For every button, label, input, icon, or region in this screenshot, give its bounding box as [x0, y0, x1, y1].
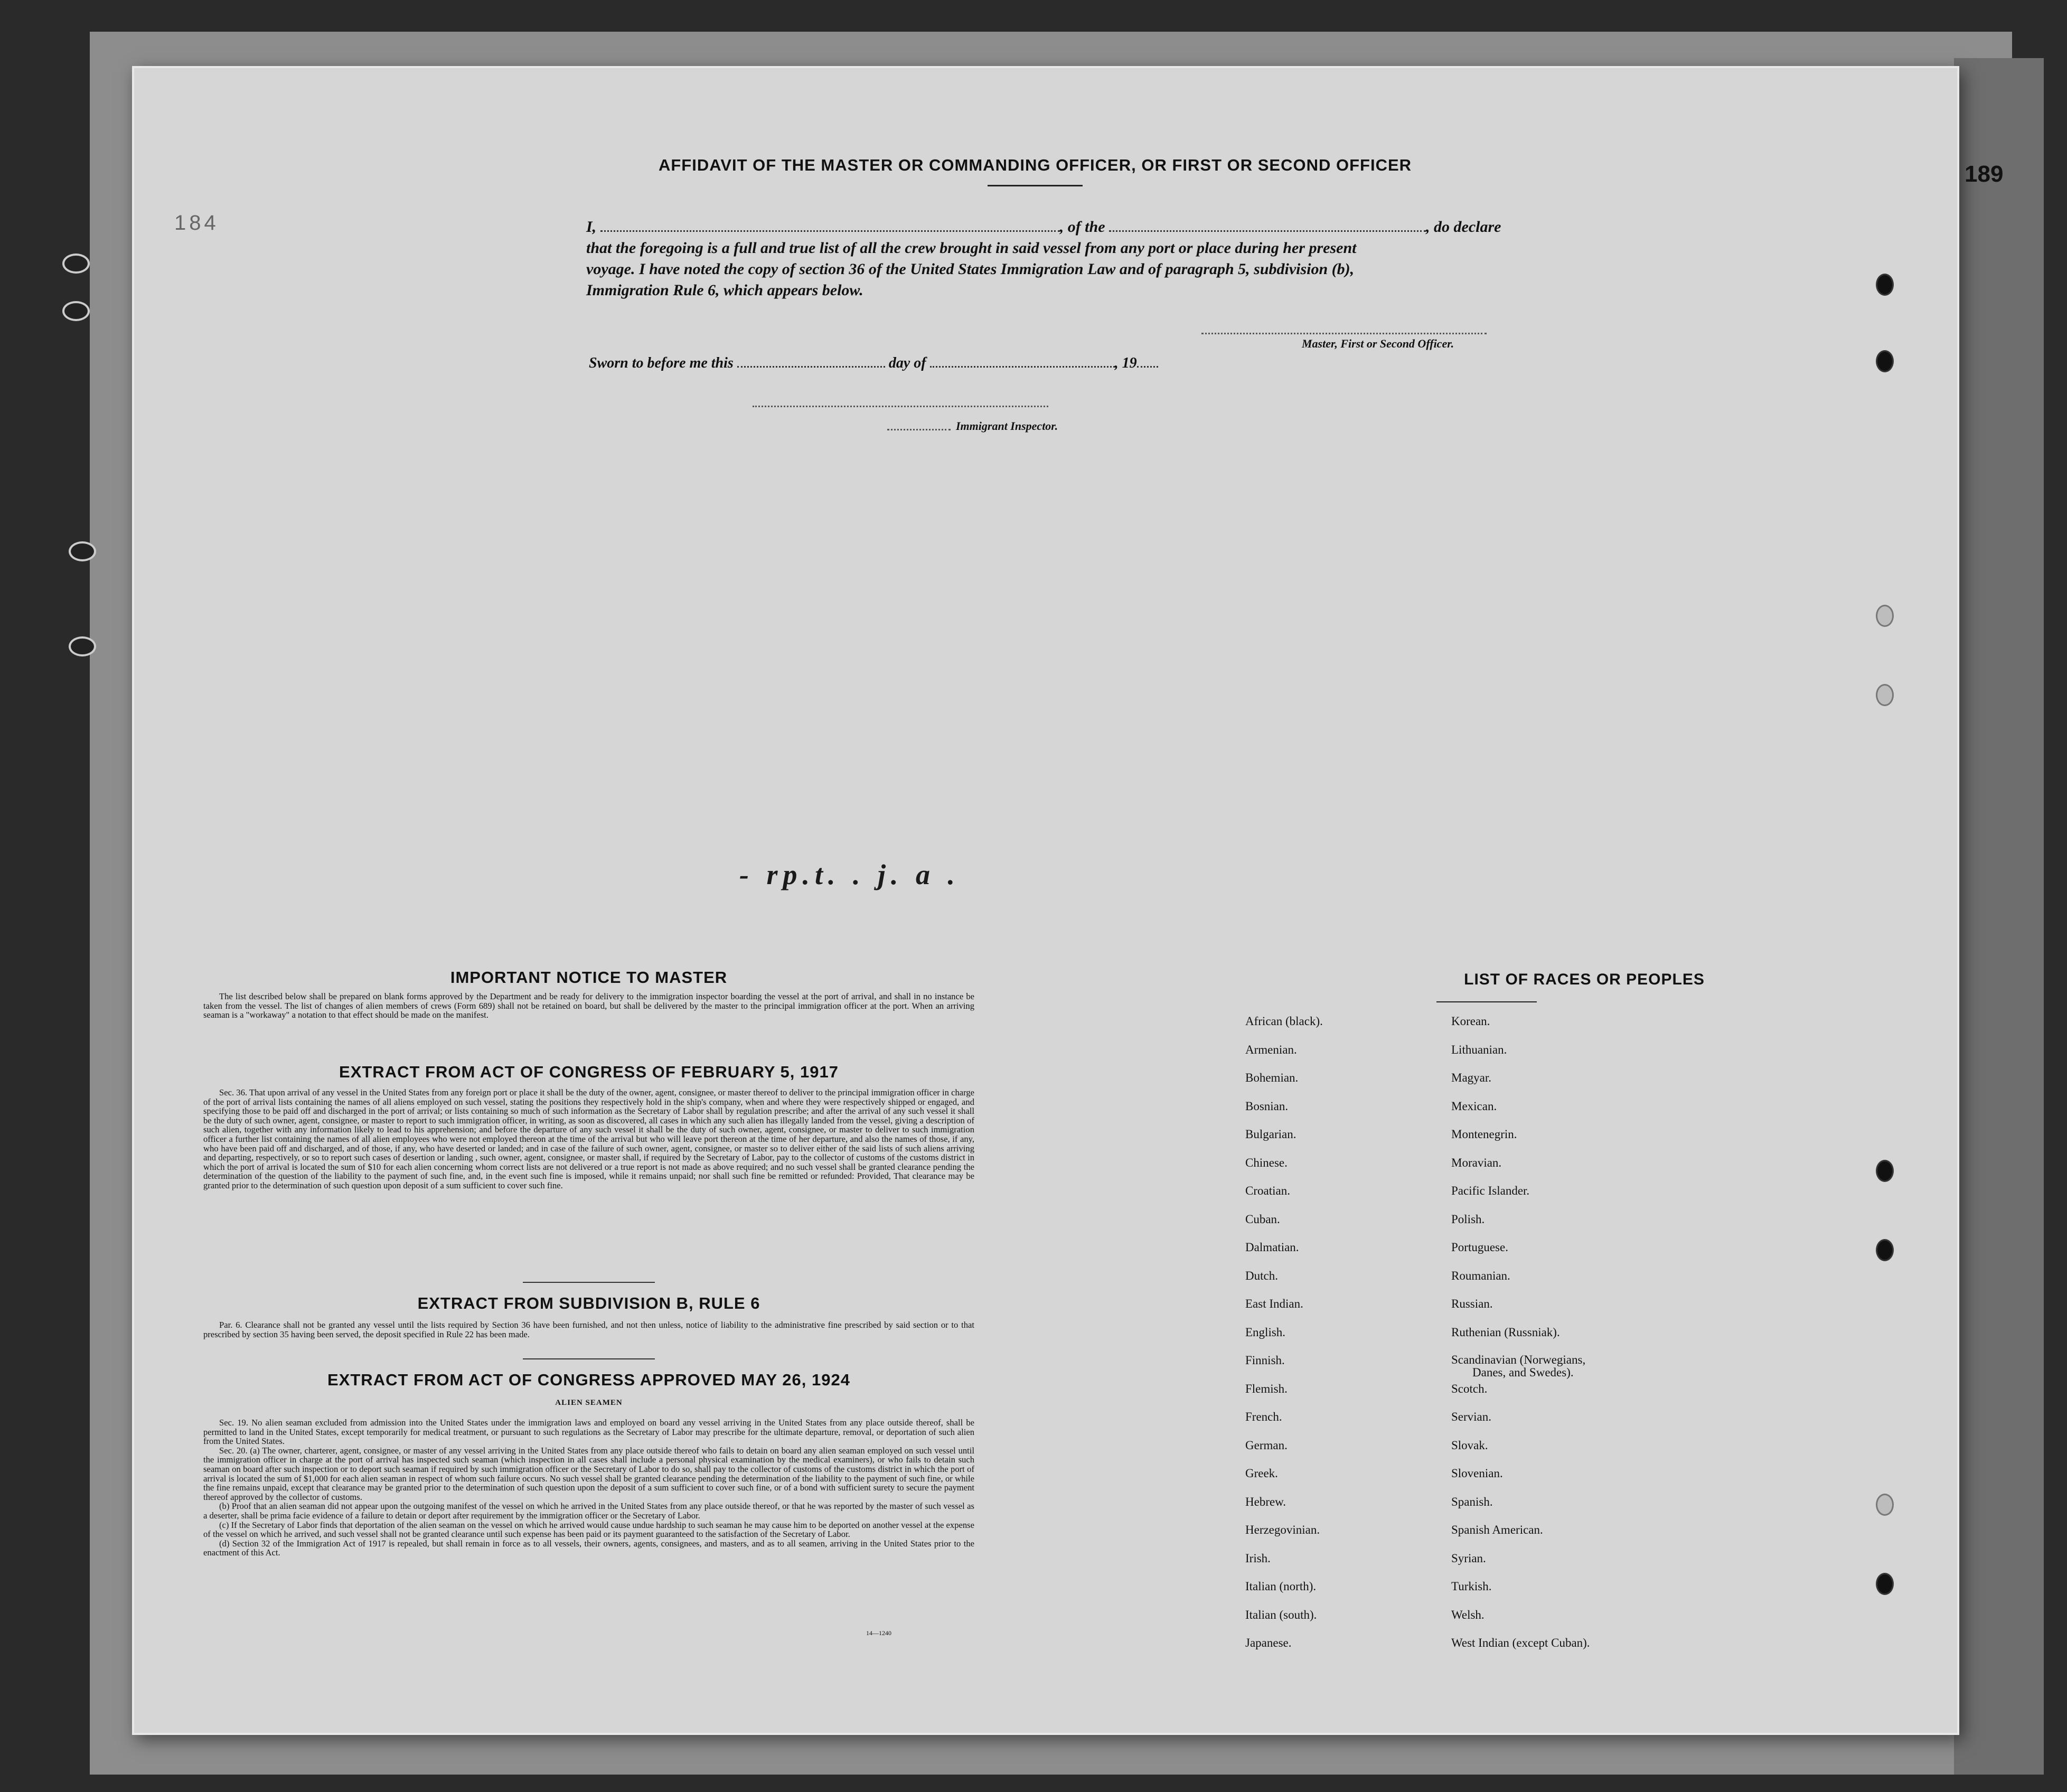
race-item: Portuguese. — [1451, 1241, 1508, 1254]
inspector-signature-line[interactable] — [753, 406, 1048, 407]
race-item: East Indian. — [1245, 1297, 1303, 1310]
race-item: Bulgarian. — [1245, 1128, 1296, 1141]
declarant-name-field[interactable] — [600, 218, 1060, 232]
declarant-prefix: I, — [586, 218, 597, 236]
sworn-year-label: , 19 — [1114, 355, 1137, 371]
vessel-name-field[interactable] — [1109, 218, 1426, 232]
races-right-column — [1451, 1015, 1694, 1665]
punch-hole — [1876, 350, 1894, 372]
act1924-text — [203, 1418, 974, 1558]
races-title: LIST OF RACES OR PEOPLES — [1464, 971, 1705, 988]
page-number: 189 — [1965, 161, 2004, 187]
sec19-paragraph: Sec. 19. No alien seaman excluded from admission into the United States under the immigration laws and employed on board any vessel arriving in the United States from any place outside thereof, shall be permitted to land in the United States, except temporarily for medical treatment, or pursuant to such regulations as the Secretary of Labor may prescribe for the ultimate departure, removal, or deportation of such alien from the United States. — [203, 1418, 974, 1447]
back-page-edge — [1954, 58, 2044, 1775]
binder-ring — [69, 636, 96, 656]
race-item: Magyar. — [1451, 1071, 1492, 1084]
act1917-paragraph: Sec. 36. That upon arrival of any vessel in the United States from any foreign port or place it shall be the duty of the owner, agent, consignee, or master thereof to deliver to the principal immigration officer in charge of the port of arrival lists containing the names of all aliens employed on such vessel, stating the positions they respectively hold in the ship's company, when and where they were respectively shipped or engaged, and specifying those to be paid off and discharged in the port of arrival; or lists containing so much of such information as the Secretary of Labor shall by regulation prescribe; and after the arrival of any such vessel it shall be the duty of such owner, agent, consignee, or master to report to such immigration officer, in writing, as soon as discovered, all cases in which any such alien has illegally landed from the vessel, giving a description of such alien, together with any information likely to lead to his apprehension; and before the departure of any such vessel it shall be the duty of such owner, agent, consignee, or master to deliver to such immigration officer a further list containing the names of all alien employees who were not employed thereon at the time of the arrival but who will leave port thereon at the time of her departure, and also the names of those, if any, who have been paid off and discharged, and of those, if any, who have deserted or landed; and in case of the failure of such owner, agent, consignee, or master so to deliver either of the said lists of such aliens arriving and departing, respectively, or so to report such cases of desertion or landing , such owner, agent, consignee, or master shall, if required by the Secretary of Labor, pay to the collector of customs of the customs district in which the port of arrival is located the sum of $10 for each alien concerning whom correct lists are not delivered or a true report is not made as above required; and no such vessel shall be granted clearance pending the determination of the question of the liability to the payment of such fine, and, in the event such fine is imposed, while it remains unpaid; nor shall such fine be remitted or refunded: Provided, That clearance may be granted prior to the determination of such question upon deposit of a sum sufficient to cover such fine. — [203, 1087, 974, 1190]
race-item: Flemish. — [1245, 1382, 1288, 1395]
sworn-prefix: Sworn to before me this — [589, 355, 734, 371]
race-item-line: Danes, and Swedes). — [1472, 1366, 1574, 1379]
punch-hole — [1876, 1494, 1894, 1516]
race-item: Italian (south). — [1245, 1608, 1317, 1621]
race-item: Herzegovinian. — [1245, 1523, 1320, 1536]
binder-ring — [62, 254, 90, 274]
act1917-title: EXTRACT FROM ACT OF CONGRESS OF FEBRUARY 5, 1917 — [339, 1063, 839, 1081]
declare-text: , do declare — [1426, 218, 1501, 236]
race-item: Scotch. — [1451, 1382, 1488, 1395]
sworn-year-field[interactable] — [1137, 355, 1158, 368]
punch-hole — [1876, 684, 1894, 706]
sworn-line — [589, 355, 1158, 372]
race-item: Spanish. — [1451, 1495, 1493, 1508]
race-item: Japanese. — [1245, 1636, 1292, 1649]
section-divider — [523, 1358, 655, 1359]
race-item: Slovak. — [1451, 1438, 1488, 1452]
margin-mark: 184 — [174, 211, 219, 234]
race-item: Irish. — [1245, 1551, 1271, 1565]
race-item: Pacific Islander. — [1451, 1184, 1530, 1197]
inspector-label: Immigrant Inspector. — [956, 419, 1058, 433]
affidavit-line-4: Immigration Rule 6, which appears below. — [586, 282, 863, 299]
race-item: African (black). — [1245, 1015, 1323, 1028]
section-divider — [523, 1282, 655, 1283]
master-label: Master, First or Second Officer. — [1302, 337, 1454, 350]
affidavit-title: AFFIDAVIT OF THE MASTER OR COMMANDING OFFICER, OR FIRST OR SECOND OFFICER — [658, 156, 1412, 174]
race-item — [1451, 1354, 1694, 1382]
affidavit-line-2: that the foregoing is a full and true list of all the crew brought in said vessel from any port or place during her present — [586, 239, 1357, 257]
race-item: Greek. — [1245, 1467, 1278, 1480]
race-item: Roumanian. — [1451, 1269, 1510, 1282]
race-item: Slovenian. — [1451, 1467, 1503, 1480]
race-item: Hebrew. — [1245, 1495, 1286, 1508]
race-item: French. — [1245, 1410, 1282, 1423]
affidavit-line-1 — [586, 217, 1537, 238]
sworn-month-field[interactable] — [930, 355, 1115, 368]
affidavit-body — [586, 217, 1537, 301]
punch-hole — [1876, 1573, 1894, 1595]
race-item: Turkish. — [1451, 1580, 1492, 1593]
title-rule — [988, 185, 1083, 186]
act1917-text — [203, 1088, 974, 1190]
race-item: Croatian. — [1245, 1184, 1290, 1197]
punch-hole — [1876, 1239, 1894, 1261]
sec20c-paragraph: (c) If the Secretary of Labor finds that deportation of the alien seaman on the vessel on which he arrived would cause undue hardship to such seaman he may cause him to be deported on another vessel at the expense of the vessel on which he arrived, and such vessel shall not be granted clearance until such expense has been paid or its payment guaranteed to the satisfaction of the Secretary of Labor. — [203, 1519, 974, 1540]
act1924-title: EXTRACT FROM ACT OF CONGRESS APPROVED MAY 26, 1924 — [327, 1371, 850, 1389]
race-item: Servian. — [1451, 1410, 1492, 1423]
binder-ring — [62, 301, 90, 321]
sworn-day-label: day of — [888, 355, 926, 371]
master-signature-line[interactable] — [1201, 333, 1487, 334]
sec20d-paragraph: (d) Section 32 of the Immigration Act of 1917 is repealed, but shall remain in force as to all vessels, their owners, agents, consignees, and masters, and as to all seamen, arriving in the United States prior to the enactment of this Act. — [203, 1538, 974, 1558]
race-item: Finnish. — [1245, 1354, 1285, 1367]
race-item: Spanish American. — [1451, 1523, 1543, 1536]
race-item: Russian. — [1451, 1297, 1493, 1310]
race-item: Cuban. — [1245, 1212, 1280, 1226]
race-item: Dalmatian. — [1245, 1241, 1299, 1254]
inspector-dots — [887, 429, 951, 430]
race-item: Italian (north). — [1245, 1580, 1317, 1593]
race-item: Ruthenian (Russniak). — [1451, 1325, 1560, 1339]
binder-ring — [69, 541, 96, 561]
sec20a-paragraph: Sec. 20. (a) The owner, charterer, agent, consignee, or master of any vessel arriving in the United States from any place outside thereof who fails to detain on board any alien seaman employed on such vessel until the immigration officer in charge at the port of arrival has inspected such seaman (which inspection in all cases shall include a personal physical examination by the medical examiners), or who fails to detain such seaman on board after such inspection or to deport such seaman if required by such immigration officer or the Secretary of Labor to do so, shall pay to the collector of customs of the customs district in which the port of arrival is located the sum of $1,000 for each alien seaman in respect of whom such failure occurs. No such vessel shall be granted clearance pending the determination of the liability to the payment of such fine, or while the fine remains unpaid, except that clearance may be granted prior to the determination of such question upon the deposit of a sum sufficient to cover such fine, or of a bond with sufficient surety to secure the payment thereof approved by the collector of customs. — [203, 1445, 974, 1502]
race-item: Mexican. — [1451, 1099, 1497, 1113]
race-item: Montenegrin. — [1451, 1128, 1517, 1141]
race-item: Chinese. — [1245, 1156, 1288, 1169]
race-item: Syrian. — [1451, 1551, 1486, 1565]
notice-title: IMPORTANT NOTICE TO MASTER — [450, 968, 728, 987]
race-item: Welsh. — [1451, 1608, 1485, 1621]
rule6-text — [203, 1320, 974, 1339]
form-number: 14—1240 — [866, 1629, 891, 1637]
races-rule — [1436, 1001, 1537, 1002]
race-item: Korean. — [1451, 1015, 1490, 1028]
race-item: English. — [1245, 1325, 1286, 1339]
race-item: Bohemian. — [1245, 1071, 1299, 1084]
sworn-date-field[interactable] — [737, 355, 885, 368]
vessel-prefix: , of the — [1059, 218, 1105, 236]
rule6-title: EXTRACT FROM SUBDIVISION B, RULE 6 — [417, 1294, 760, 1312]
race-item: Polish. — [1451, 1212, 1485, 1226]
notice-text — [203, 992, 974, 1020]
race-item: West Indian (except Cuban). — [1451, 1636, 1590, 1649]
punch-hole — [1876, 1160, 1894, 1182]
race-item-line: Scandinavian (Norwegians, — [1451, 1353, 1586, 1366]
act1924-subtitle: ALIEN SEAMEN — [555, 1399, 623, 1407]
sec20b-paragraph: (b) Proof that an alien seaman did not appear upon the outgoing manifest of the vessel on which he arrived in the United States from any place outside thereof, or that he was reported by the master of such vessel as a deserter, shall be prima facie evidence of a failure to detain or deport after requirement by the immigration officer or the Secretary of Labor. — [203, 1501, 974, 1521]
notice-paragraph: The list described below shall be prepared on blank forms approved by the Department and be ready for delivery to the immigration inspector boarding the vessel at the port of arrival, and shall in no instance be taken from the vessel. The list of changes of alien members of crews (Form 689) shall not be retained on board, but shall be delivered by the master to the principal immigration officer at the port. When an arriving seaman is a "workaway" a notation to that effect should be made on the manifest. — [203, 991, 974, 1020]
race-item: German. — [1245, 1438, 1288, 1452]
affidavit-line-3: voyage. I have noted the copy of section 36 of the United States Immigration Law and of paragraph 5, subdivision (b), — [586, 260, 1355, 278]
race-item: Lithuanian. — [1451, 1043, 1507, 1056]
race-item: Moravian. — [1451, 1156, 1502, 1169]
punch-hole — [1876, 605, 1894, 627]
race-item: Armenian. — [1245, 1043, 1297, 1056]
handwritten-marks: - rp.t. . j. a . — [739, 859, 961, 890]
races-left-column — [1245, 1015, 1457, 1665]
race-item: Dutch. — [1245, 1269, 1278, 1282]
punch-hole — [1876, 274, 1894, 296]
rule6-paragraph: Par. 6. Clearance shall not be granted any vessel until the lists required by Section 36 have been furnished, and not then unless, notice of liability to the administrative fine prescribed by said section or to that prescribed by section 35 having been served, the deposit specified in Rule 22 has been made. — [203, 1320, 974, 1339]
race-item: Bosnian. — [1245, 1099, 1289, 1113]
